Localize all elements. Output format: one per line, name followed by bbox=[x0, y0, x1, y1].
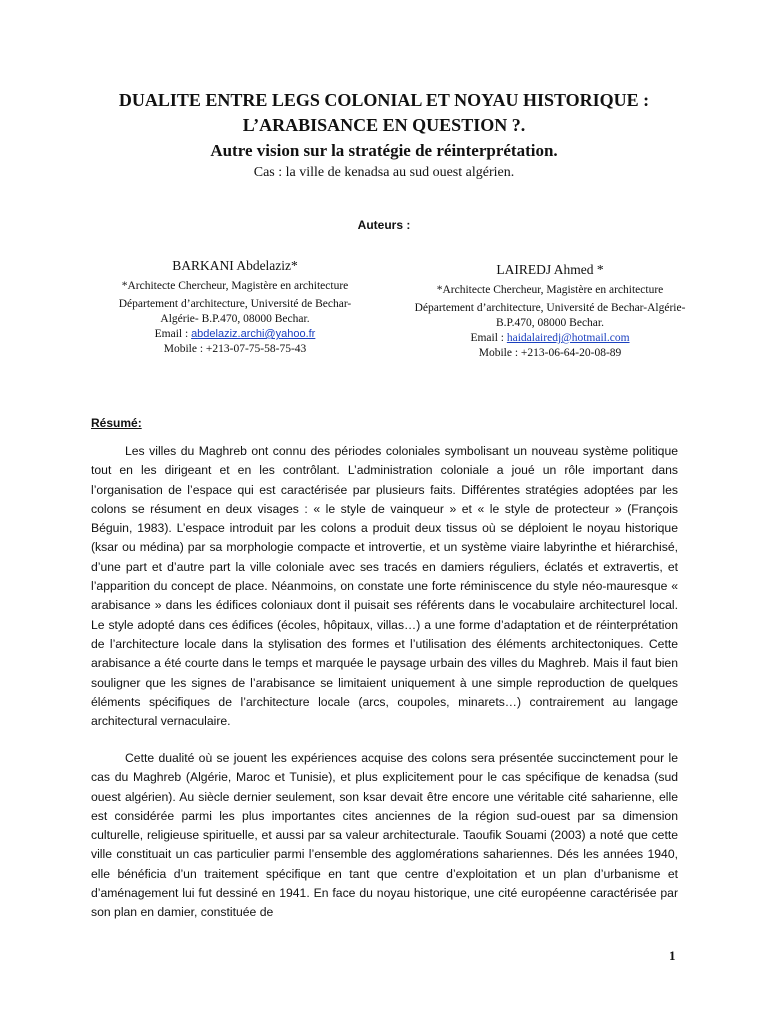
title-line-2: L’ARABISANCE EN QUESTION ?. bbox=[242, 115, 526, 135]
subtitle: Autre vision sur la stratégie de réinterprétation. bbox=[210, 141, 558, 160]
author-name: LAIREDJ Ahmed * bbox=[496, 262, 604, 277]
author-mobile: Mobile : +213-07-75-58-75-43 bbox=[163, 343, 307, 355]
title-line-1: DUALITE ENTRE LEGS COLONIAL ET NOYAU HISTORIQUE : bbox=[118, 90, 650, 110]
abstract-paragraph-1: Les villes du Maghreb ont connu des périodes coloniales symbolisant un nouveau système politique tout en les dirigeant et en les contrôlant. L’administration coloniale a joué un rôle important dans l’organisation de l’espace qui est caractérisée par plusieurs faits. Différentes stratégies adoptées par les colons se résument en deux visages : « le style de vainqueur » et « le style de protecteur » (François Béguin, 1983). L’espace introduit par les colons a produit deux tissus où se déploient le noyau historique (ksar ou médina) par sa morphologie compacte et introvertie, et un système viaire labyrinthe et hiérarchisé, d’une part et d’autre part la ville coloniale avec ses tracés en damiers réguliers, éclatés et extravertis, et l’apparition du concept de place. Néanmoins, on constate une forte réminiscence du style néo-mauresque « arabisance » dans les édifices coloniaux dont il puisait ses référents dans le vocabulaire architecturel local. Le style adopté dans ces édifices (écoles, hôpitaux, villas…) a une forme d’adaptation et de réinterprétation de l’architecture locale dans la stylisation des formes et l’utilisation des éléments architectoniques. Cette arabisance a été courte dans le temps et marquée le paysage urbain des villes du Maghreb. Mais il faut bien souligner que les signes de l’arabisance se limitaient uniquement à une simple reproduction de quelques éléments spécifiques de l’architecture locale (arcs, coupoles, minarets…) contrairement au langage architectural vernaculaire. bbox=[91, 444, 678, 729]
author-role: *Architecte Chercheur, Magistère en architecture bbox=[121, 280, 349, 292]
authors-label: Auteurs : bbox=[357, 218, 411, 232]
author-department: Département d’architecture, Université de Bechar-Algérie- B.P.470, 08000 Bechar. bbox=[414, 302, 686, 329]
author-email-line bbox=[410, 331, 690, 346]
author-name: BARKANI Abdelaziz* bbox=[172, 258, 298, 273]
author-email-line bbox=[100, 327, 370, 342]
author-mobile: Mobile : +213-06-64-20-08-89 bbox=[478, 347, 622, 359]
case-study-line: Cas : la ville de kenadsa au sud ouest algérien. bbox=[253, 165, 515, 180]
author-role: *Architecte Chercheur, Magistère en architecture bbox=[436, 284, 664, 296]
author-email-link[interactable]: abdelaziz.archi@yahoo.fr bbox=[191, 328, 316, 340]
abstract-heading: Résumé: bbox=[91, 416, 142, 430]
author-block-1 bbox=[100, 258, 370, 357]
email-label: Email : bbox=[470, 332, 507, 344]
abstract-paragraph-2: Cette dualité où se jouent les expériences acquise des colons sera présentée succinctement pour le cas du Maghreb (Algérie, Maroc et Tunisie), et plus explicitement pour le cas spécifique de kenadsa (sud ouest algérien). Au siècle dernier seulement, son ksar devait être encore une véritable cité saharienne, elle est considérée parmi les plus importantes cites anciennes de la région sud-ouest par sa dimension culturelle, religieuse spirituelle, et aussi par sa valeur architecturale. Taoufik Souami (2003) a noté que cette ville constituait un cas particulier parmi l’ensemble des agglomérations sahariennes. Dés les années 1940, elle bénéficia d’un traitement spécifique en tant que centre d’exploitation et un plan d’urbanisme et d’aménagement lui fut dessiné en 1941. En face du noyau historique, une cité européenne caractérisée par son plan en damier, constituée de bbox=[91, 751, 678, 920]
author-department: Département d’architecture, Université de Bechar-Algérie- B.P.470, 08000 Bechar. bbox=[118, 298, 352, 325]
author-email-link[interactable]: haidalairedj@hotmail.com bbox=[506, 332, 630, 344]
author-block-2 bbox=[410, 262, 690, 361]
email-label: Email : bbox=[154, 328, 192, 340]
page-number: 1 bbox=[669, 948, 676, 963]
